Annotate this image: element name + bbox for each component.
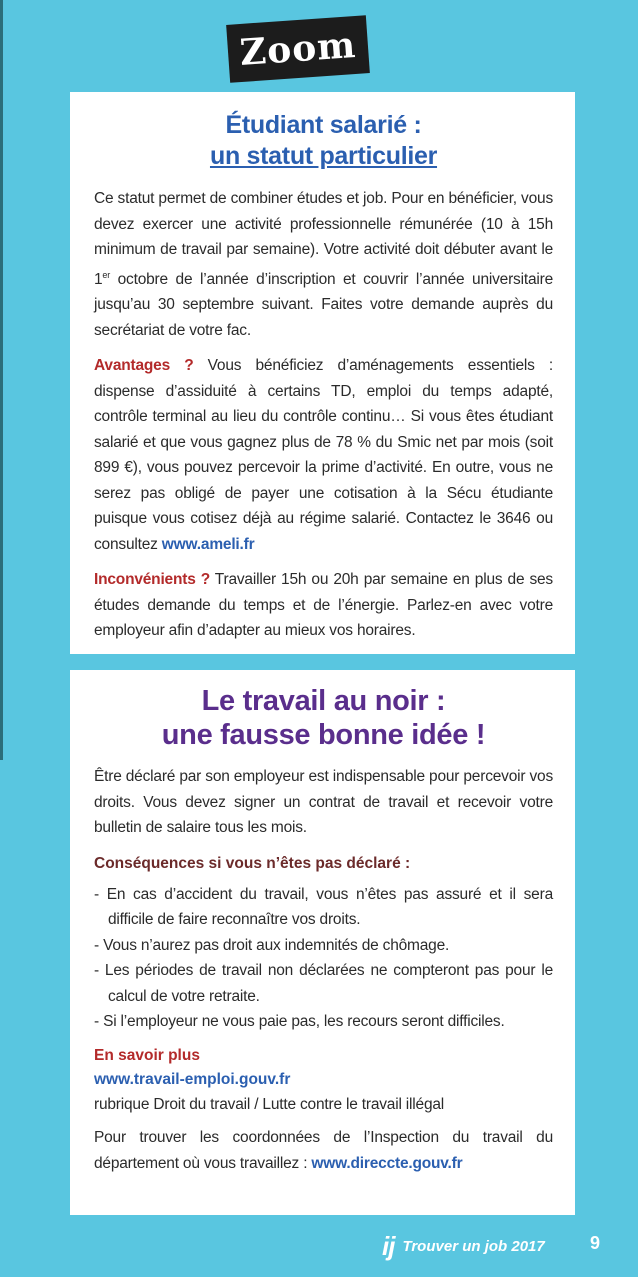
left-edge-strip <box>0 0 3 760</box>
box1-intro <box>94 186 553 343</box>
ij-logo: ij <box>382 1230 395 1261</box>
box1-avantages <box>94 353 553 557</box>
footer-label: Trouver un job 2017 <box>402 1237 545 1255</box>
intro-text: Ce statut permet de combiner études et job. Pour en bénéficier, vous devez exercer une activité professionnelle rémunérée (10 à 15h minimum de travail par semaine). Votre activité doit débuter avant le 1 <box>94 190 553 288</box>
box-etudiant-salarie <box>70 92 575 654</box>
box1-title-line1: Étudiant salarié : <box>225 111 422 139</box>
list-item: - Si l’employeur ne vous paie pas, les recours seront difficiles. <box>94 1013 505 1030</box>
box-travail-au-noir <box>70 670 575 1215</box>
inconvenients-text: Travailler 15h ou 20h par semaine en plus de ses études demande du temps et de l’énergie. Parlez-en avec votre employeur afin d’adapter au mieux vos horaires. <box>94 571 553 640</box>
page-number: 9 <box>590 1233 601 1253</box>
list-item: - Vous n’aurez pas droit aux indemnités de chômage. <box>94 936 450 954</box>
travail-emploi-link[interactable]: www.travail-emploi.gouv.fr <box>94 1070 291 1088</box>
list-item: - Les périodes de travail non déclarées ne compteront pas pour le calcul de votre retraite. <box>94 962 553 1005</box>
direccte-link[interactable]: www.direccte.gouv.fr <box>311 1154 463 1172</box>
consequences-list <box>94 882 553 1035</box>
ameli-link[interactable]: www.ameli.fr <box>161 535 255 553</box>
box1-title <box>94 110 553 172</box>
box2-title-line1: Le travail au noir : <box>201 685 446 717</box>
consequences-label: Conséquences si vous n’êtes pas déclaré : <box>94 854 411 872</box>
zoom-tag: Zoom <box>226 15 370 83</box>
intro-sup: er <box>102 269 111 280</box>
avantages-label: Avantages ? <box>94 357 194 375</box>
inspection-para <box>94 1125 553 1176</box>
savoir-rubrique: rubrique Droit du travail / Lutte contre le travail illégal <box>94 1095 445 1113</box>
box2-intro: Être déclaré par son employeur est indispensable pour percevoir vos droits. Vous devez signer un contrat de travail et recevoir votre bulletin de salaire tous les mois. <box>94 768 553 836</box>
list-item: - En cas d’accident du travail, vous n’êtes pas assuré et il sera difficile de faire reconnaître vos droits. <box>94 885 553 928</box>
footer <box>382 1229 545 1263</box>
box1-inconvenients <box>94 567 553 644</box>
avantages-text: Vous bénéficiez d’aménagements essentiels : dispense d’assiduité à certains TD, emploi du temps adapté, contrôle terminal au lieu du contrôle continu… Si vous êtes étudiant salarié et que vous gagnez plus de 78 % du Smic net par mois (soit 899 €), vous pouvez percevoir la prime d’activité. En outre, vous ne serez pas obligé de payer une cotisation à la Sécu étudiante puisque vous cotisez déjà au régime salarié. Contactez le 3646 ou consultez <box>94 357 553 553</box>
inconvenients-label: Inconvénients ? <box>94 571 210 589</box>
box1-title-line2: un statut particulier <box>209 142 438 170</box>
box2-title <box>94 684 553 752</box>
inspection-text: Pour trouver les coordonnées de l’Inspection du travail du département où vous travaillez : <box>94 1129 553 1172</box>
box2-title-line2: une fausse bonne idée ! <box>161 719 486 751</box>
intro-text-end: octobre de l’année d’inscription et couvrir l’année universitaire jusqu’au 30 septembre suivant. Faites votre demande auprès du secrétariat de votre fac. <box>94 270 553 339</box>
savoir-label: En savoir plus <box>94 1046 200 1064</box>
